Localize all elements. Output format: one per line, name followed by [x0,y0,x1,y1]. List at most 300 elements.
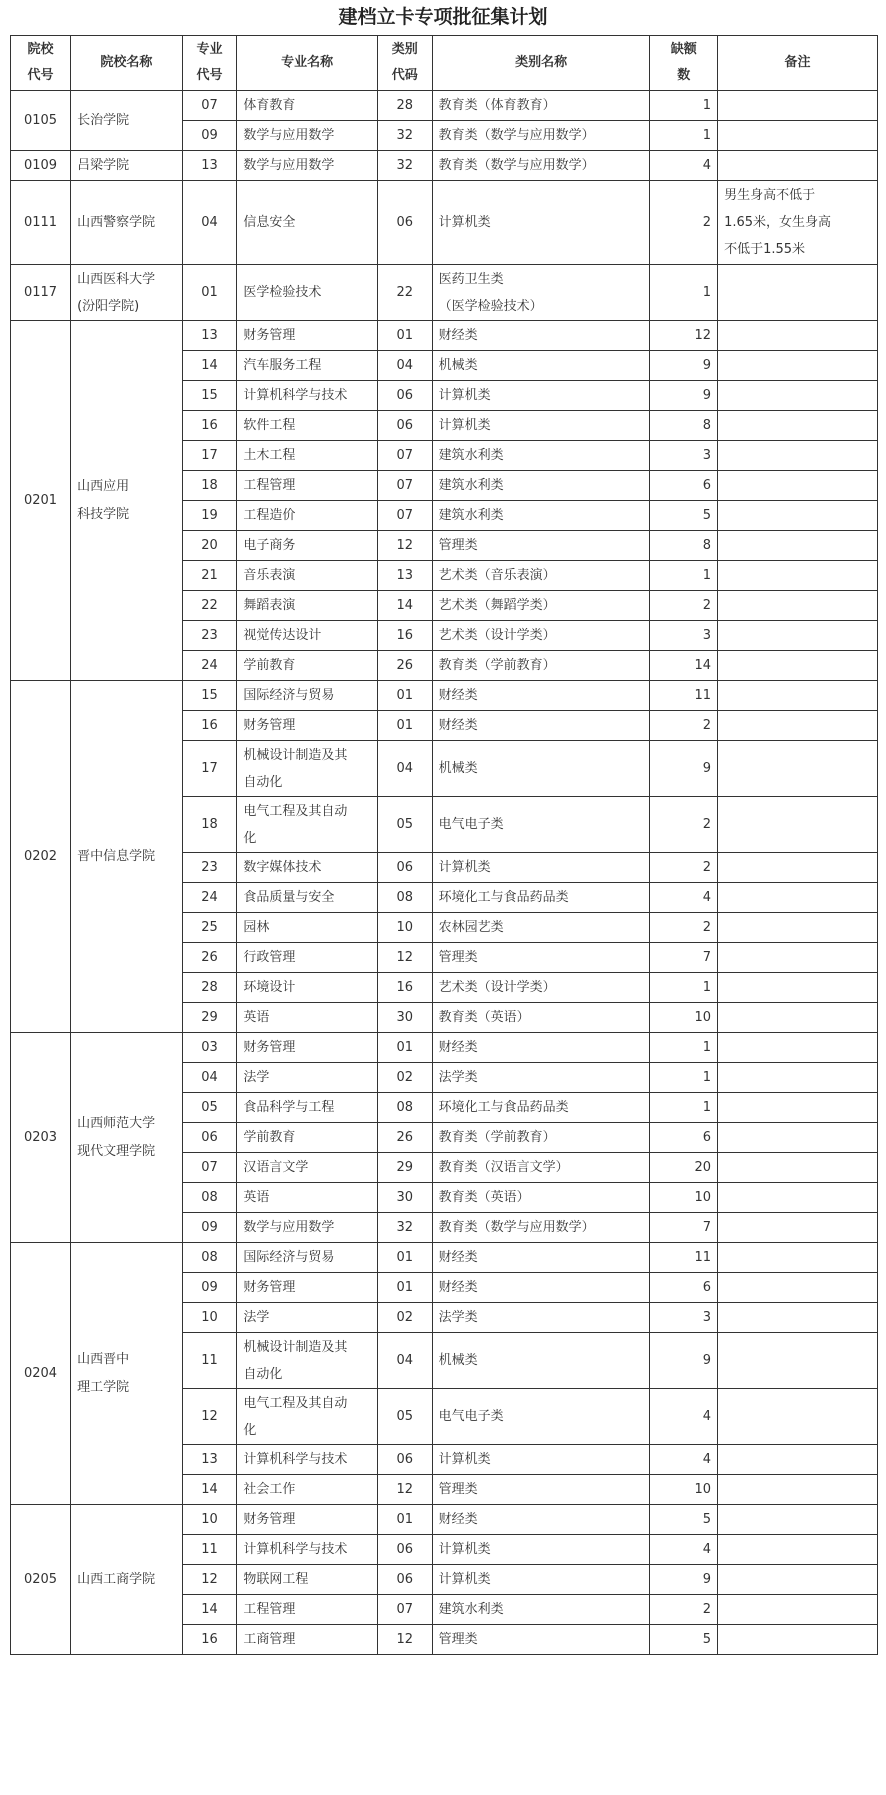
major-code-cell: 08 [182,1183,237,1213]
major-code-cell: 16 [182,1625,237,1655]
remarks-cell [718,1445,878,1475]
category-name-cell: 财经类 [432,321,650,351]
vacancy-count-cell: 9 [650,1565,718,1595]
vacancy-count-cell: 2 [650,797,718,853]
category-name-cell: 机械类 [432,1333,650,1389]
remarks-cell [718,351,878,381]
major-name-cell: 音乐表演 [237,561,378,591]
major-code-cell: 07 [182,91,237,121]
category-name-cell: 农林园艺类 [432,913,650,943]
remarks-cell [718,681,878,711]
major-code-cell: 19 [182,501,237,531]
major-code-cell: 12 [182,1565,237,1595]
vacancy-count-cell: 7 [650,943,718,973]
major-code-cell: 10 [182,1303,237,1333]
remarks-cell [718,591,878,621]
vacancy-count-cell: 2 [650,711,718,741]
category-name-cell: 建筑水利类 [432,441,650,471]
category-code-cell: 32 [377,1213,432,1243]
category-name-cell: 教育类（学前教育） [432,1123,650,1153]
vacancy-count-cell: 12 [650,321,718,351]
category-name-cell: 教育类（体育教育） [432,91,650,121]
school-name-cell: 山西晋中 理工学院 [71,1243,183,1505]
header-major-code: 专业 代号 [182,36,237,91]
category-name-cell: 法学类 [432,1303,650,1333]
school-code-cell: 0117 [11,265,71,321]
category-name-cell: 艺术类（设计学类） [432,973,650,1003]
remarks-cell [718,943,878,973]
vacancy-count-cell: 11 [650,1243,718,1273]
vacancy-count-cell: 2 [650,591,718,621]
major-name-cell: 计算机科学与技术 [237,381,378,411]
table-row [11,1243,878,1273]
category-code-cell: 01 [377,1505,432,1535]
table-row [11,1505,878,1535]
vacancy-count-cell: 6 [650,1273,718,1303]
school-name-cell: 山西医科大学 (汾阳学院) [71,265,183,321]
major-code-cell: 18 [182,797,237,853]
major-code-cell: 09 [182,1273,237,1303]
header-school-name: 院校名称 [71,36,183,91]
major-name-cell: 体育教育 [237,91,378,121]
major-name-cell: 物联网工程 [237,1565,378,1595]
major-code-cell: 07 [182,1153,237,1183]
major-code-cell: 13 [182,1445,237,1475]
header-school-code: 院校 代号 [11,36,71,91]
remarks-cell [718,1303,878,1333]
vacancy-count-cell: 9 [650,381,718,411]
remarks-cell [718,621,878,651]
vacancy-count-cell: 10 [650,1003,718,1033]
enrollment-plan-table [10,35,878,1655]
category-code-cell: 07 [377,441,432,471]
remarks-cell: 男生身高不低于 1.65米，女生身高 不低于1.55米 [718,181,878,265]
vacancy-count-cell: 1 [650,91,718,121]
vacancy-count-cell: 8 [650,411,718,441]
major-code-cell: 17 [182,741,237,797]
major-name-cell: 土木工程 [237,441,378,471]
remarks-cell [718,1093,878,1123]
major-code-cell: 15 [182,681,237,711]
major-name-cell: 法学 [237,1063,378,1093]
remarks-cell [718,561,878,591]
major-name-cell: 财务管理 [237,1505,378,1535]
category-name-cell: 电气电子类 [432,1389,650,1445]
major-name-cell: 国际经济与贸易 [237,1243,378,1273]
category-code-cell: 02 [377,1063,432,1093]
major-code-cell: 21 [182,561,237,591]
table-row [11,321,878,351]
table-row [11,91,878,121]
remarks-cell [718,501,878,531]
remarks-cell [718,1505,878,1535]
category-name-cell: 教育类（汉语言文学） [432,1153,650,1183]
category-code-cell: 12 [377,1625,432,1655]
major-name-cell: 视觉传达设计 [237,621,378,651]
school-code-cell: 0111 [11,181,71,265]
major-name-cell: 财务管理 [237,1033,378,1063]
major-name-cell: 计算机科学与技术 [237,1535,378,1565]
category-name-cell: 艺术类（舞蹈学类） [432,591,650,621]
table-row [11,181,878,265]
category-code-cell: 06 [377,381,432,411]
vacancy-count-cell: 9 [650,351,718,381]
major-code-cell: 16 [182,411,237,441]
category-name-cell: 环境化工与食品药品类 [432,883,650,913]
major-name-cell: 数学与应用数学 [237,151,378,181]
table-body [11,91,878,1655]
category-code-cell: 01 [377,681,432,711]
vacancy-count-cell: 10 [650,1183,718,1213]
major-code-cell: 18 [182,471,237,501]
vacancy-count-cell: 6 [650,471,718,501]
major-name-cell: 电气工程及其自动 化 [237,1389,378,1445]
major-code-cell: 17 [182,441,237,471]
remarks-cell [718,531,878,561]
major-code-cell: 28 [182,973,237,1003]
category-code-cell: 01 [377,1033,432,1063]
vacancy-count-cell: 3 [650,1303,718,1333]
major-name-cell: 机械设计制造及其 自动化 [237,1333,378,1389]
major-name-cell: 数学与应用数学 [237,1213,378,1243]
category-name-cell: 机械类 [432,351,650,381]
school-code-cell: 0203 [11,1033,71,1243]
vacancy-count-cell: 4 [650,1389,718,1445]
school-code-cell: 0201 [11,321,71,681]
category-code-cell: 07 [377,1595,432,1625]
remarks-cell [718,1389,878,1445]
category-name-cell: 建筑水利类 [432,471,650,501]
major-code-cell: 05 [182,1093,237,1123]
category-code-cell: 13 [377,561,432,591]
major-code-cell: 23 [182,853,237,883]
vacancy-count-cell: 1 [650,121,718,151]
category-code-cell: 10 [377,913,432,943]
vacancy-count-cell: 10 [650,1475,718,1505]
major-name-cell: 财务管理 [237,1273,378,1303]
category-name-cell: 计算机类 [432,1535,650,1565]
remarks-cell [718,883,878,913]
major-code-cell: 09 [182,1213,237,1243]
major-code-cell: 12 [182,1389,237,1445]
category-code-cell: 08 [377,883,432,913]
category-name-cell: 计算机类 [432,411,650,441]
remarks-cell [718,1063,878,1093]
major-code-cell: 23 [182,621,237,651]
category-code-cell: 29 [377,1153,432,1183]
remarks-cell [718,853,878,883]
major-code-cell: 26 [182,943,237,973]
category-code-cell: 14 [377,591,432,621]
major-name-cell: 国际经济与贸易 [237,681,378,711]
school-name-cell: 山西警察学院 [71,181,183,265]
vacancy-count-cell: 9 [650,1333,718,1389]
category-code-cell: 07 [377,501,432,531]
remarks-cell [718,1475,878,1505]
major-name-cell: 学前教育 [237,1123,378,1153]
vacancy-count-cell: 2 [650,913,718,943]
category-name-cell: 财经类 [432,681,650,711]
remarks-cell [718,651,878,681]
major-name-cell: 信息安全 [237,181,378,265]
category-code-cell: 01 [377,711,432,741]
category-name-cell: 财经类 [432,1033,650,1063]
category-code-cell: 06 [377,411,432,441]
major-name-cell: 工程管理 [237,1595,378,1625]
category-code-cell: 30 [377,1183,432,1213]
category-code-cell: 12 [377,943,432,973]
vacancy-count-cell: 4 [650,883,718,913]
header-category-name: 类别名称 [432,36,650,91]
remarks-cell [718,1565,878,1595]
school-code-cell: 0109 [11,151,71,181]
header-remarks: 备注 [718,36,878,91]
major-name-cell: 食品科学与工程 [237,1093,378,1123]
category-name-cell: 计算机类 [432,1565,650,1595]
major-name-cell: 汽车服务工程 [237,351,378,381]
vacancy-count-cell: 1 [650,1093,718,1123]
major-code-cell: 04 [182,1063,237,1093]
school-code-cell: 0204 [11,1243,71,1505]
category-name-cell: 教育类（数学与应用数学） [432,1213,650,1243]
remarks-cell [718,441,878,471]
vacancy-count-cell: 5 [650,1505,718,1535]
major-name-cell: 财务管理 [237,711,378,741]
major-code-cell: 06 [182,1123,237,1153]
category-code-cell: 04 [377,351,432,381]
major-name-cell: 汉语言文学 [237,1153,378,1183]
major-name-cell: 园林 [237,913,378,943]
category-code-cell: 06 [377,1565,432,1595]
remarks-cell [718,151,878,181]
major-code-cell: 13 [182,321,237,351]
category-name-cell: 教育类（数学与应用数学） [432,121,650,151]
vacancy-count-cell: 14 [650,651,718,681]
category-code-cell: 32 [377,151,432,181]
vacancy-count-cell: 8 [650,531,718,561]
category-name-cell: 艺术类（设计学类） [432,621,650,651]
category-name-cell: 教育类（英语） [432,1183,650,1213]
remarks-cell [718,91,878,121]
major-name-cell: 英语 [237,1183,378,1213]
vacancy-count-cell: 5 [650,1625,718,1655]
table-row [11,265,878,321]
school-name-cell: 吕梁学院 [71,151,183,181]
header-major-name: 专业名称 [237,36,378,91]
vacancy-count-cell: 1 [650,265,718,321]
vacancy-count-cell: 2 [650,853,718,883]
vacancy-count-cell: 4 [650,151,718,181]
vacancy-count-cell: 4 [650,1445,718,1475]
category-name-cell: 计算机类 [432,181,650,265]
category-name-cell: 管理类 [432,943,650,973]
category-code-cell: 16 [377,621,432,651]
category-name-cell: 财经类 [432,1505,650,1535]
table-row [11,1033,878,1063]
major-code-cell: 29 [182,1003,237,1033]
major-name-cell: 数学与应用数学 [237,121,378,151]
major-code-cell: 11 [182,1535,237,1565]
school-name-cell: 山西工商学院 [71,1505,183,1655]
vacancy-count-cell: 6 [650,1123,718,1153]
category-code-cell: 06 [377,1445,432,1475]
major-name-cell: 医学检验技术 [237,265,378,321]
category-code-cell: 12 [377,1475,432,1505]
category-name-cell: 管理类 [432,1625,650,1655]
vacancy-count-cell: 2 [650,181,718,265]
category-name-cell: 环境化工与食品药品类 [432,1093,650,1123]
remarks-cell [718,1123,878,1153]
major-name-cell: 财务管理 [237,321,378,351]
major-code-cell: 10 [182,1505,237,1535]
school-name-cell: 山西师范大学 现代文理学院 [71,1033,183,1243]
remarks-cell [718,741,878,797]
school-code-cell: 0202 [11,681,71,1033]
school-name-cell: 山西应用 科技学院 [71,321,183,681]
table-row [11,151,878,181]
remarks-cell [718,1625,878,1655]
major-name-cell: 软件工程 [237,411,378,441]
major-name-cell: 工程管理 [237,471,378,501]
category-code-cell: 06 [377,1535,432,1565]
category-code-cell: 02 [377,1303,432,1333]
major-name-cell: 法学 [237,1303,378,1333]
school-name-cell: 长治学院 [71,91,183,151]
major-code-cell: 03 [182,1033,237,1063]
category-code-cell: 01 [377,321,432,351]
school-code-cell: 0105 [11,91,71,151]
remarks-cell [718,1243,878,1273]
major-name-cell: 工程造价 [237,501,378,531]
header-category-code: 类别 代码 [377,36,432,91]
major-code-cell: 11 [182,1333,237,1389]
category-name-cell: 教育类（数学与应用数学） [432,151,650,181]
vacancy-count-cell: 3 [650,621,718,651]
major-code-cell: 24 [182,883,237,913]
category-code-cell: 06 [377,853,432,883]
major-code-cell: 22 [182,591,237,621]
category-code-cell: 04 [377,1333,432,1389]
category-code-cell: 22 [377,265,432,321]
category-name-cell: 财经类 [432,1243,650,1273]
remarks-cell [718,913,878,943]
category-code-cell: 12 [377,531,432,561]
category-code-cell: 26 [377,651,432,681]
category-name-cell: 计算机类 [432,1445,650,1475]
header-row [11,36,878,91]
page-title: 建档立卡专项批征集计划 [338,6,548,28]
category-code-cell: 06 [377,181,432,265]
vacancy-count-cell: 2 [650,1595,718,1625]
remarks-cell [718,1213,878,1243]
vacancy-count-cell: 20 [650,1153,718,1183]
major-name-cell: 学前教育 [237,651,378,681]
vacancy-count-cell: 7 [650,1213,718,1243]
category-code-cell: 01 [377,1273,432,1303]
category-name-cell: 教育类（学前教育） [432,651,650,681]
category-name-cell: 医药卫生类 （医学检验技术） [432,265,650,321]
vacancy-count-cell: 1 [650,1063,718,1093]
category-code-cell: 30 [377,1003,432,1033]
major-code-cell: 20 [182,531,237,561]
category-code-cell: 32 [377,121,432,151]
category-name-cell: 法学类 [432,1063,650,1093]
vacancy-count-cell: 1 [650,561,718,591]
category-name-cell: 财经类 [432,1273,650,1303]
major-code-cell: 13 [182,151,237,181]
vacancy-count-cell: 5 [650,501,718,531]
remarks-cell [718,711,878,741]
category-name-cell: 管理类 [432,531,650,561]
remarks-cell [718,381,878,411]
remarks-cell [718,1003,878,1033]
vacancy-count-cell: 1 [650,1033,718,1063]
category-code-cell: 07 [377,471,432,501]
major-name-cell: 英语 [237,1003,378,1033]
major-code-cell: 04 [182,181,237,265]
major-name-cell: 工商管理 [237,1625,378,1655]
major-name-cell: 舞蹈表演 [237,591,378,621]
category-name-cell: 计算机类 [432,381,650,411]
category-name-cell: 财经类 [432,711,650,741]
vacancy-count-cell: 3 [650,441,718,471]
category-name-cell: 建筑水利类 [432,501,650,531]
major-code-cell: 14 [182,1595,237,1625]
category-code-cell: 05 [377,1389,432,1445]
remarks-cell [718,1595,878,1625]
major-code-cell: 16 [182,711,237,741]
category-name-cell: 教育类（英语） [432,1003,650,1033]
major-name-cell: 食品质量与安全 [237,883,378,913]
major-code-cell: 14 [182,1475,237,1505]
remarks-cell [718,1153,878,1183]
category-name-cell: 机械类 [432,741,650,797]
school-name-cell: 晋中信息学院 [71,681,183,1033]
category-name-cell: 艺术类（音乐表演） [432,561,650,591]
major-name-cell: 电气工程及其自动 化 [237,797,378,853]
vacancy-count-cell: 1 [650,973,718,1003]
remarks-cell [718,973,878,1003]
vacancy-count-cell: 11 [650,681,718,711]
remarks-cell [718,1033,878,1063]
major-name-cell: 环境设计 [237,973,378,1003]
major-code-cell: 08 [182,1243,237,1273]
category-code-cell: 16 [377,973,432,1003]
category-code-cell: 05 [377,797,432,853]
remarks-cell [718,1333,878,1389]
table-row [11,681,878,711]
major-name-cell: 行政管理 [237,943,378,973]
category-code-cell: 28 [377,91,432,121]
category-code-cell: 04 [377,741,432,797]
category-code-cell: 08 [377,1093,432,1123]
category-code-cell: 01 [377,1243,432,1273]
vacancy-count-cell: 9 [650,741,718,797]
major-name-cell: 机械设计制造及其 自动化 [237,741,378,797]
remarks-cell [718,1535,878,1565]
category-name-cell: 管理类 [432,1475,650,1505]
major-name-cell: 计算机科学与技术 [237,1445,378,1475]
major-name-cell: 社会工作 [237,1475,378,1505]
major-code-cell: 15 [182,381,237,411]
header-vacancy-count: 缺额 数 [650,36,718,91]
major-code-cell: 24 [182,651,237,681]
major-code-cell: 01 [182,265,237,321]
remarks-cell [718,121,878,151]
remarks-cell [718,1273,878,1303]
major-name-cell: 数字媒体技术 [237,853,378,883]
remarks-cell [718,265,878,321]
